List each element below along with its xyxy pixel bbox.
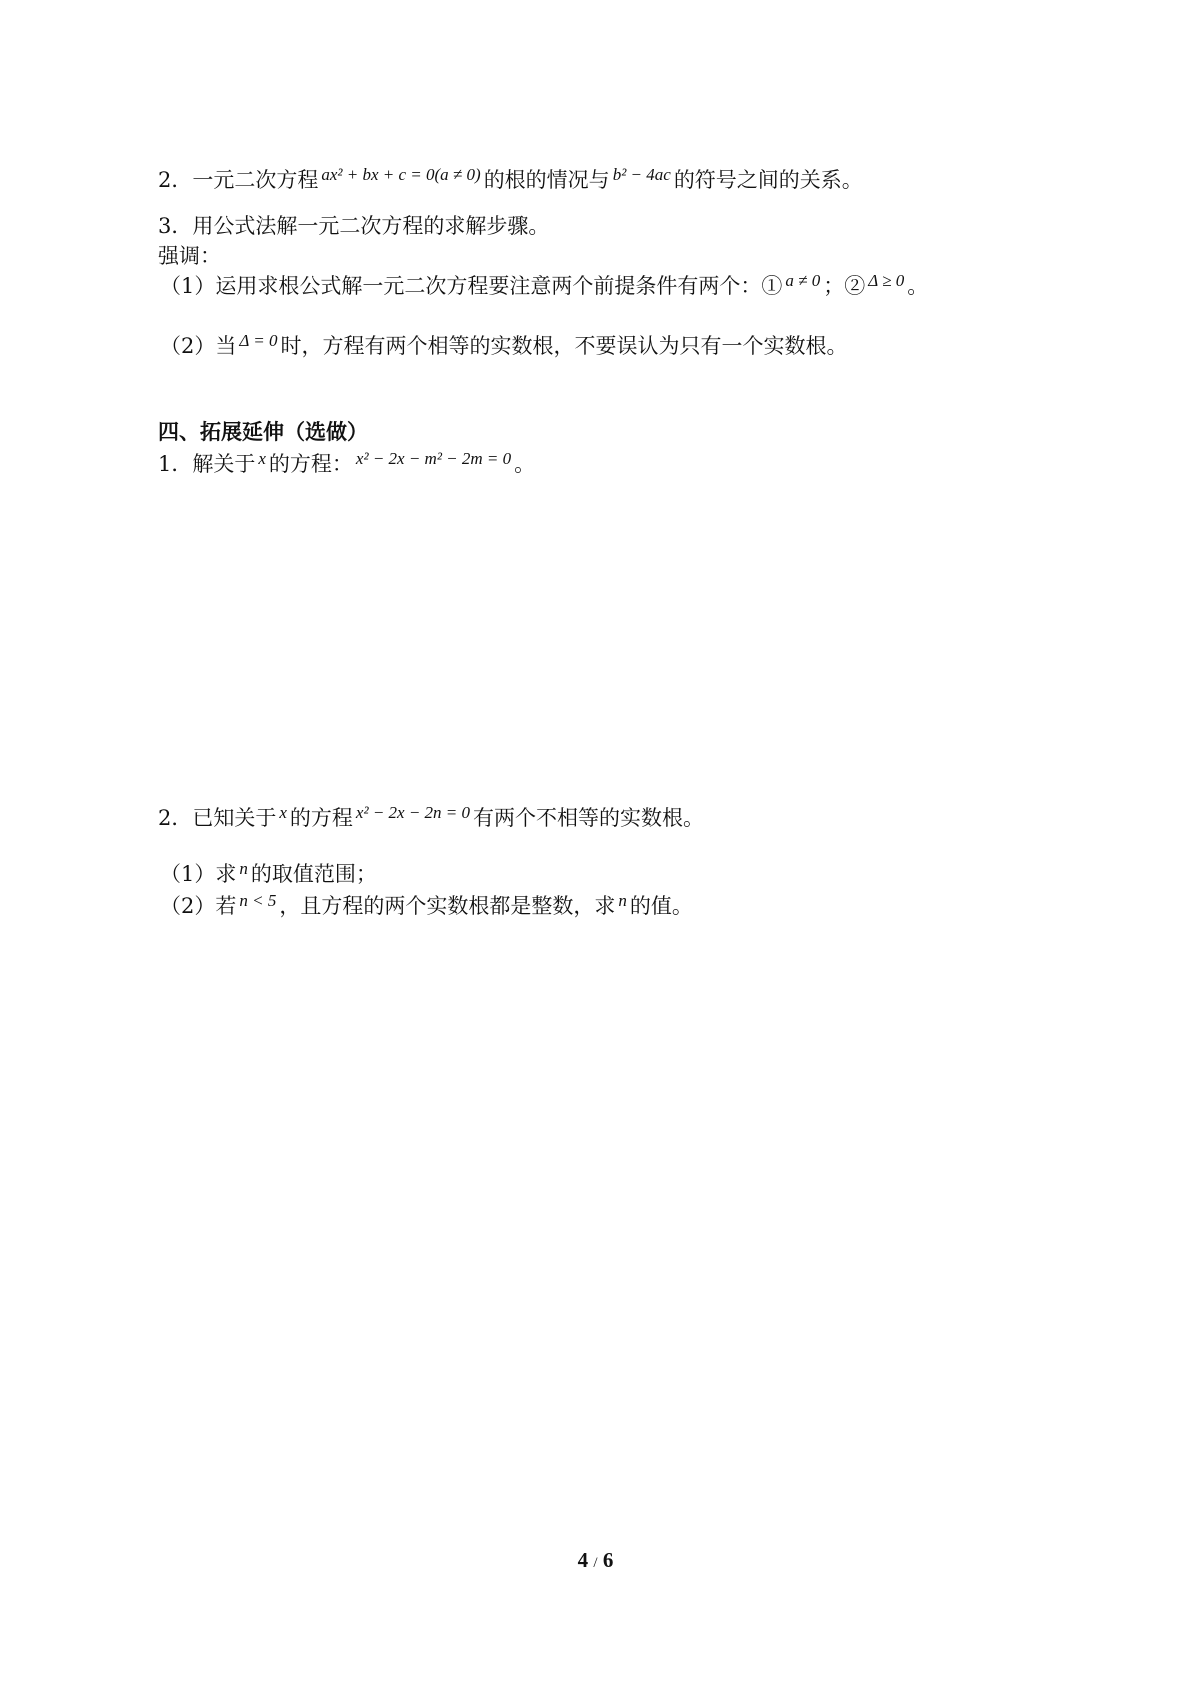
question-1: [158, 450, 535, 480]
question-1-middle: 的方程：: [268, 452, 353, 476]
question-2: [158, 804, 704, 834]
part-1-suffix: 的取值范围；: [250, 862, 377, 886]
review-item-2: [158, 166, 863, 196]
question-1-suffix: 。: [514, 452, 536, 476]
variable-x: x: [258, 449, 266, 468]
review-item-2-prefix: 2．一元二次方程: [158, 168, 319, 192]
question-2-part-2: [160, 892, 693, 922]
question-2-middle: 的方程: [289, 806, 353, 830]
condition-a-nonzero: a ≠ 0: [785, 271, 821, 290]
note-2-prefix: （2）当: [160, 334, 237, 358]
part-2-prefix: （2）若: [160, 894, 237, 918]
page-total: 6: [602, 1548, 614, 1572]
note-2: [160, 332, 848, 362]
page-number: [0, 1548, 1191, 1573]
question-2-suffix: 有两个不相等的实数根。: [473, 806, 705, 830]
question-1-equation: x² − 2x − m² − 2m = 0: [355, 449, 512, 468]
review-item-2-suffix: 的符号之间的关系。: [673, 168, 863, 192]
condition-n-less-than-5: n < 5: [239, 891, 277, 910]
note-1-sep: ；②: [823, 274, 866, 298]
question-2-equation: x² − 2x − 2n = 0: [355, 803, 471, 822]
discriminant-expression: b² − 4ac: [612, 165, 671, 184]
variable-n: n: [618, 891, 627, 910]
review-item-3: 3．用公式法解一元二次方程的求解步骤。: [158, 214, 550, 238]
section-heading-extension: 四、拓展延伸（选做）: [158, 419, 368, 444]
condition-delta-zero: Δ = 0: [239, 331, 278, 350]
condition-delta-nonnegative: Δ ≥ 0: [868, 271, 905, 290]
note-1-suffix: 。: [907, 274, 929, 298]
part-1-prefix: （1）求: [160, 862, 237, 886]
variable-n: n: [239, 859, 248, 878]
variable-x: x: [279, 803, 287, 822]
note-2-suffix: 时，方程有两个相等的实数根，不要误认为只有一个实数根。: [280, 334, 848, 358]
page-separator: /: [593, 1555, 598, 1571]
quadratic-general-equation: ax² + bx + c = 0(a ≠ 0): [321, 165, 481, 184]
note-1: [160, 272, 928, 302]
question-2-prefix: 2．已知关于: [158, 806, 277, 830]
note-1-prefix: （1）运用求根公式解一元二次方程要注意两个前提条件有两个：①: [160, 274, 783, 298]
question-2-part-1: [160, 860, 377, 890]
question-1-prefix: 1．解关于: [158, 452, 256, 476]
part-2-suffix: 的值。: [629, 894, 693, 918]
page-current: 4: [577, 1548, 589, 1572]
review-item-2-middle: 的根的情况与: [483, 168, 610, 192]
emphasis-label: 强调：: [158, 244, 221, 268]
part-2-middle: ，且方程的两个实数根都是整数，求: [279, 894, 616, 918]
